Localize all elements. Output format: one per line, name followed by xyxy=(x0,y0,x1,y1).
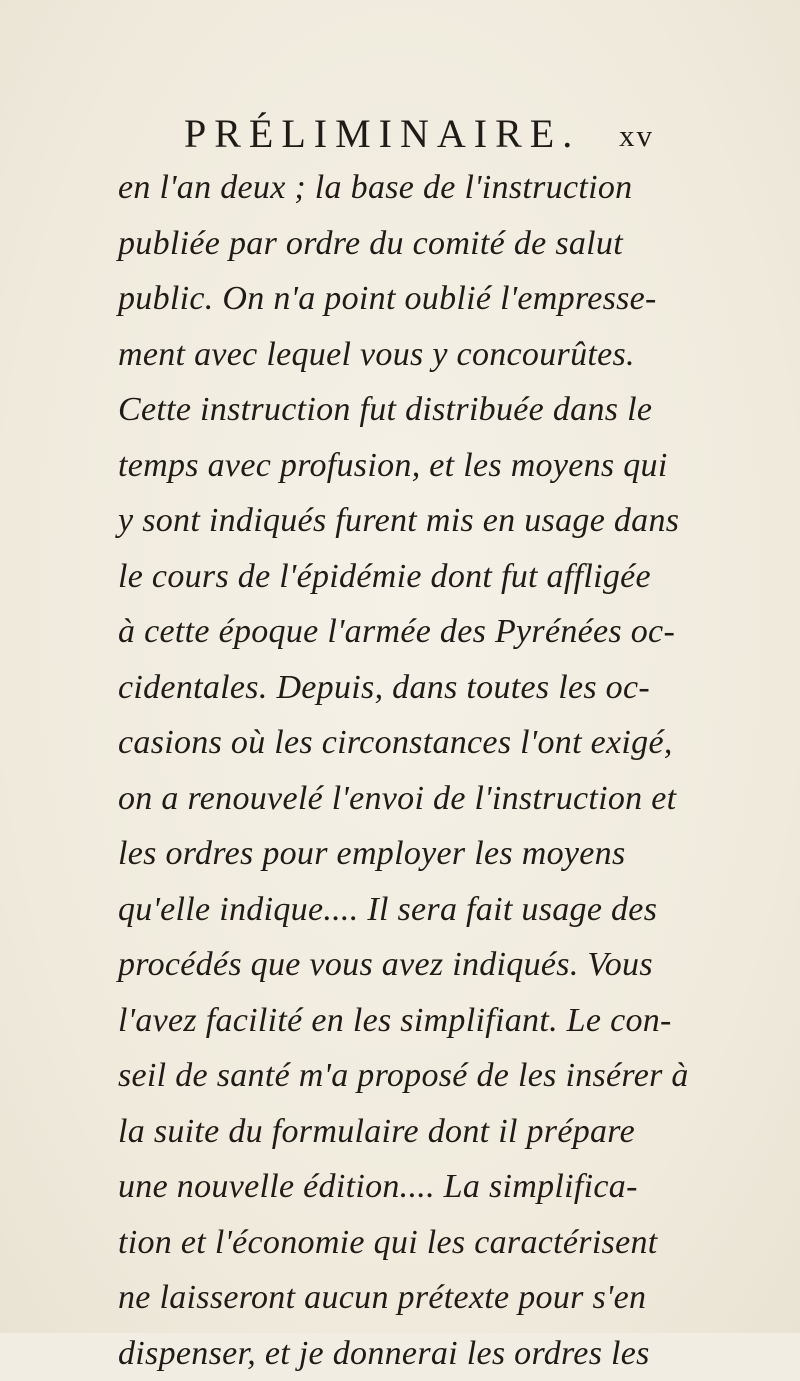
text-line: dispenser, et je donnerai les ordres les xyxy=(118,1326,663,1381)
page-number: xv xyxy=(619,116,654,156)
text-line: seil de santé m'a proposé de les insérer à xyxy=(118,1048,663,1104)
page-header xyxy=(184,112,654,156)
text-line: temps avec profusion, et les moyens qui xyxy=(118,438,663,494)
text-line: à cette époque l'armée des Pyrénées oc- xyxy=(118,604,663,660)
text-line: en l'an deux ; la base de l'instruction xyxy=(118,160,663,216)
running-title: PRÉLIMINAIRE. xyxy=(184,112,580,156)
body-text xyxy=(118,160,663,1381)
text-line: ment avec lequel vous y concourûtes. xyxy=(118,327,663,383)
text-line: publiée par ordre du comité de salut xyxy=(118,216,663,272)
text-line: y sont indiqués furent mis en usage dans xyxy=(118,493,663,549)
text-line: le cours de l'épidémie dont fut affligée xyxy=(118,549,663,605)
text-line: une nouvelle édition.... La simplifica- xyxy=(118,1159,663,1215)
text-line: qu'elle indique.... Il sera fait usage des xyxy=(118,882,663,938)
text-line: casions où les circonstances l'ont exigé, xyxy=(118,715,663,771)
text-line: Cette instruction fut distribuée dans le xyxy=(118,382,663,438)
text-line: les ordres pour employer les moyens xyxy=(118,826,663,882)
text-line: la suite du formulaire dont il prépare xyxy=(118,1104,663,1160)
text-line: tion et l'économie qui les caractérisent xyxy=(118,1215,663,1271)
text-line: procédés que vous avez indiqués. Vous xyxy=(118,937,663,993)
text-line: ne laisseront aucun prétexte pour s'en xyxy=(118,1270,663,1326)
text-line: on a renouvelé l'envoi de l'instruction et xyxy=(118,771,663,827)
text-line: public. On n'a point oublié l'empresse- xyxy=(118,271,663,327)
text-line: l'avez facilité en les simplifiant. Le con- xyxy=(118,993,663,1049)
text-line: cidentales. Depuis, dans toutes les oc- xyxy=(118,660,663,716)
